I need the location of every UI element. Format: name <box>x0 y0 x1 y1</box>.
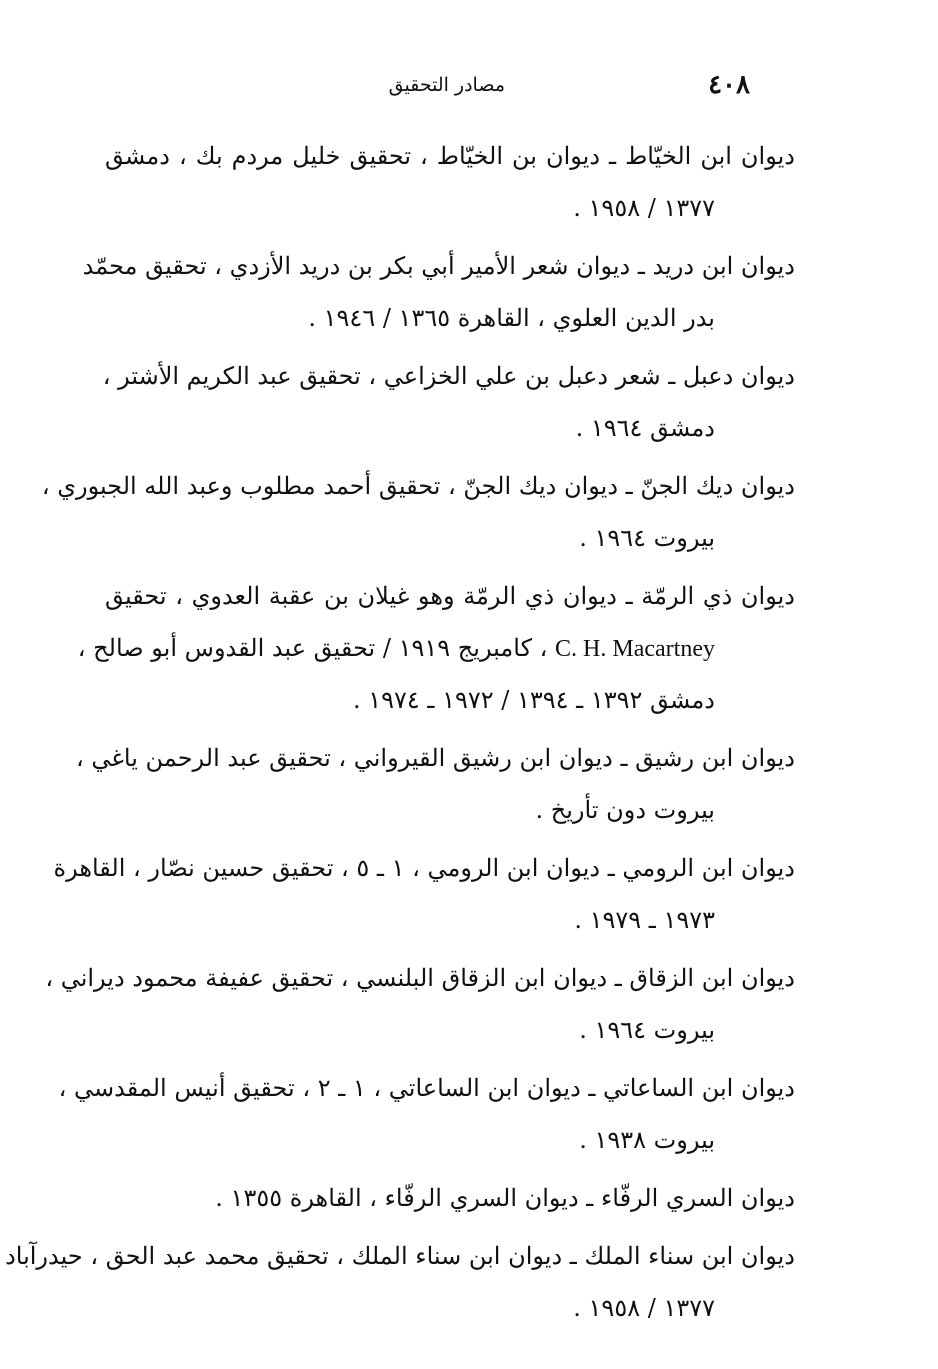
bibliography-entry <box>82 240 795 344</box>
bibliography-entry <box>105 130 795 234</box>
entry-continuation: ١٣٧٧ / ١٩٥٨ . <box>573 194 715 222</box>
entry-first-line: ديوان ابن سناء الملك ـ ديوان ابن سناء الملك ، تحقيق محمد عبد الحق ، حيدرآباد <box>5 1242 795 1270</box>
bibliography-entry <box>76 732 795 836</box>
bibliography-entry <box>53 842 795 946</box>
page-header <box>110 70 790 110</box>
bibliography-entry <box>77 570 795 726</box>
entry-continuation-text: ، كامبريج ١٩١٩ / تحقيق عبد القدوس أبو صالح ، <box>77 634 548 662</box>
bibliography-entry <box>41 460 795 564</box>
entry-first-line: ديوان ذي الرمّة ـ ديوان ذي الرمّة وهو غيلان بن عقبة العدوي ، تحقيق <box>105 582 795 610</box>
entry-continuation: دمشق ١٩٦٤ . <box>575 414 715 442</box>
bibliography-entry <box>102 350 795 454</box>
page-number: ٤٠٨ <box>708 70 750 100</box>
entry-continuation: بيروت ١٩٣٨ . <box>579 1126 715 1154</box>
entry-continuation: بيروت ١٩٦٤ . <box>579 1016 715 1044</box>
bibliography-entry <box>105 1172 795 1224</box>
entry-first-line: ديوان ابن الرومي ـ ديوان ابن الرومي ، ١ ـ ٥ ، تحقيق حسين نصّار ، القاهرة <box>53 854 795 882</box>
bibliography-entry <box>45 952 795 1056</box>
entry-continuation: ١٣٧٧ / ١٩٥٨ . <box>573 1294 715 1322</box>
entry-continuation: بدر الدين العلوي ، القاهرة ١٣٦٥ / ١٩٤٦ . <box>308 304 715 332</box>
entry-continuation: دمشق ١٣٩٢ ـ ١٣٩٤ / ١٩٧٢ ـ ١٩٧٤ . <box>352 686 715 714</box>
latin-editor-name: C. H. Macartney <box>555 636 715 662</box>
entry-first-line: ديوان السري الرفّاء ـ ديوان السري الرفّاء ، القاهرة ١٣٥٥ . <box>215 1184 795 1212</box>
bibliography-entry <box>58 1062 795 1166</box>
bibliography-list <box>5 130 795 1340</box>
entry-first-line: ديوان ابن دريد ـ ديوان شعر الأمير أبي بكر بن دريد الأزدي ، تحقيق محمّد <box>82 252 795 280</box>
entry-first-line: ديوان ابن الخيّاط ـ ديوان بن الخيّاط ، تحقيق خليل مردم بك ، دمشق <box>105 142 795 170</box>
entry-first-line: ديوان دعبل ـ شعر دعبل بن علي الخزاعي ، تحقيق عبد الكريم الأشتر ، <box>102 362 795 390</box>
bibliography-entry <box>5 1230 795 1334</box>
running-title: مصادر التحقيق <box>388 74 505 96</box>
entry-first-line: ديوان ابن رشيق ـ ديوان ابن رشيق القيرواني ، تحقيق عبد الرحمن ياغي ، <box>76 744 795 772</box>
entry-continuation <box>77 622 795 674</box>
entry-first-line: ديوان ابن الساعاتي ـ ديوان ابن الساعاتي ، ١ ـ ٢ ، تحقيق أنيس المقدسي ، <box>58 1074 795 1102</box>
entry-continuation: بيروت ١٩٦٤ . <box>579 524 715 552</box>
entry-first-line: ديوان ابن الزقاق ـ ديوان ابن الزقاق البلنسي ، تحقيق عفيفة محمود ديراني ، <box>45 964 795 992</box>
entry-continuation: بيروت دون تأريخ . <box>535 796 715 824</box>
entry-first-line: ديوان ديك الجنّ ـ ديوان ديك الجنّ ، تحقيق أحمد مطلوب وعبد الله الجبوري ، <box>41 472 795 500</box>
entry-continuation: ١٩٧٣ ـ ١٩٧٩ . <box>574 906 715 934</box>
